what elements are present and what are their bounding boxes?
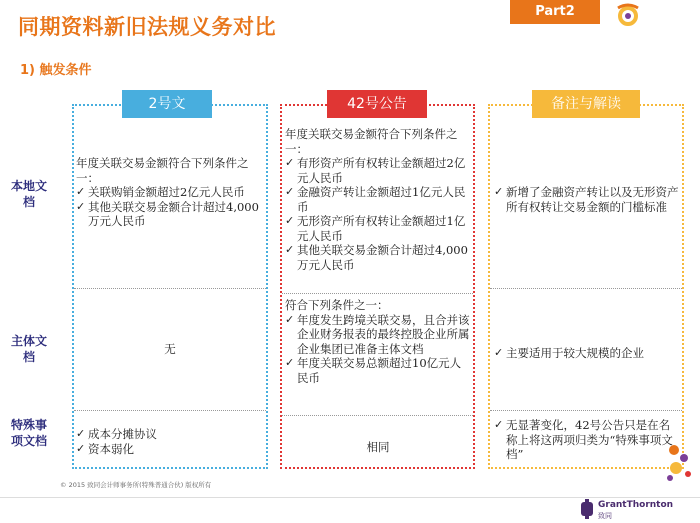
swirl-logo-icon xyxy=(662,438,696,484)
cell-a-local xyxy=(76,156,264,229)
column-header-announcement-42: 42号公告 xyxy=(327,90,427,118)
list-item: ✓ 年度关联交易总额超过10亿元人民币 xyxy=(285,356,471,385)
column-header-circular-2: 2号文 xyxy=(122,90,212,118)
cell-intro: 年度关联交易金额符合下列条件之一： xyxy=(76,156,249,185)
section-subtitle: 1) 触发条件 xyxy=(20,63,92,78)
cell-a-special xyxy=(76,427,264,456)
cell-a-master: 无 xyxy=(164,342,176,356)
list-item: ✓ 新增了金融资产转让以及无形资产所有权转让交易金额的门槛标准 xyxy=(494,185,680,214)
list-item: ✓ 主要适用于较大规模的企业 xyxy=(494,346,680,361)
cell-b-local xyxy=(285,127,471,272)
brand-sub: 致同 xyxy=(598,512,612,520)
divider-c-1 xyxy=(490,288,682,289)
row-label-special-file: 特殊事项文档 xyxy=(10,418,47,448)
part-tab: Part2 xyxy=(510,0,600,24)
row-label-local-file: 本地文档 xyxy=(10,179,47,209)
copyright-text: © 2015 致同会计师事务所(特殊普通合伙) 版权所有 xyxy=(60,481,212,489)
cell-intro: 年度关联交易金额符合下列条件之一： xyxy=(285,127,458,156)
list-item: ✓ 有形资产所有权转让金额超过2亿元人民币 xyxy=(285,156,471,185)
list-item: ✓ 资本弱化 xyxy=(76,442,264,457)
divider-a-1 xyxy=(74,288,266,289)
divider-b-1 xyxy=(282,293,473,294)
cell-c-master xyxy=(494,346,680,361)
cell-c-special xyxy=(494,418,680,462)
column-remarks xyxy=(488,104,684,469)
list-item: ✓ 关联购销金额超过2亿元人民币 xyxy=(76,185,264,200)
list-item: ✓ 金融资产转让金额超过1亿元人民币 xyxy=(285,185,471,214)
list-item: ✓ 无显著变化，42号公告只是在名称上将这两项归类为“特殊事项文档” xyxy=(494,418,680,462)
divider-b-2 xyxy=(282,415,473,416)
cell-intro: 符合下列条件之一： xyxy=(285,298,389,312)
list-item: ✓ 无形资产所有权转让金额超过1亿元人民币 xyxy=(285,214,471,243)
list-item: ✓ 其他关联交易金额合计超过4,000万元人民币 xyxy=(76,200,264,229)
divider-c-2 xyxy=(490,410,682,411)
grant-thornton-logo-icon xyxy=(579,498,595,520)
brand-logo-icon xyxy=(612,2,644,28)
divider-a-2 xyxy=(74,410,266,411)
column-header-remarks: 备注与解读 xyxy=(532,90,640,118)
list-item: ✓ 年度发生跨境关联交易，且合并该企业财务报表的最终控股企业所属企业集团已准备主体文档 xyxy=(285,313,471,357)
cell-c-local xyxy=(494,185,680,214)
brand-name: GrantThornton xyxy=(598,500,674,510)
row-label-master-file: 主体文档 xyxy=(10,334,47,364)
footer-rule xyxy=(0,497,700,498)
cell-b-master xyxy=(285,298,471,385)
page-title: 同期资料新旧法规义务对比 xyxy=(18,15,276,39)
cell-b-special: 相同 xyxy=(366,440,390,454)
list-item: ✓ 成本分摊协议 xyxy=(76,427,264,442)
list-item: ✓ 其他关联交易金额合计超过4,000万元人民币 xyxy=(285,243,471,272)
